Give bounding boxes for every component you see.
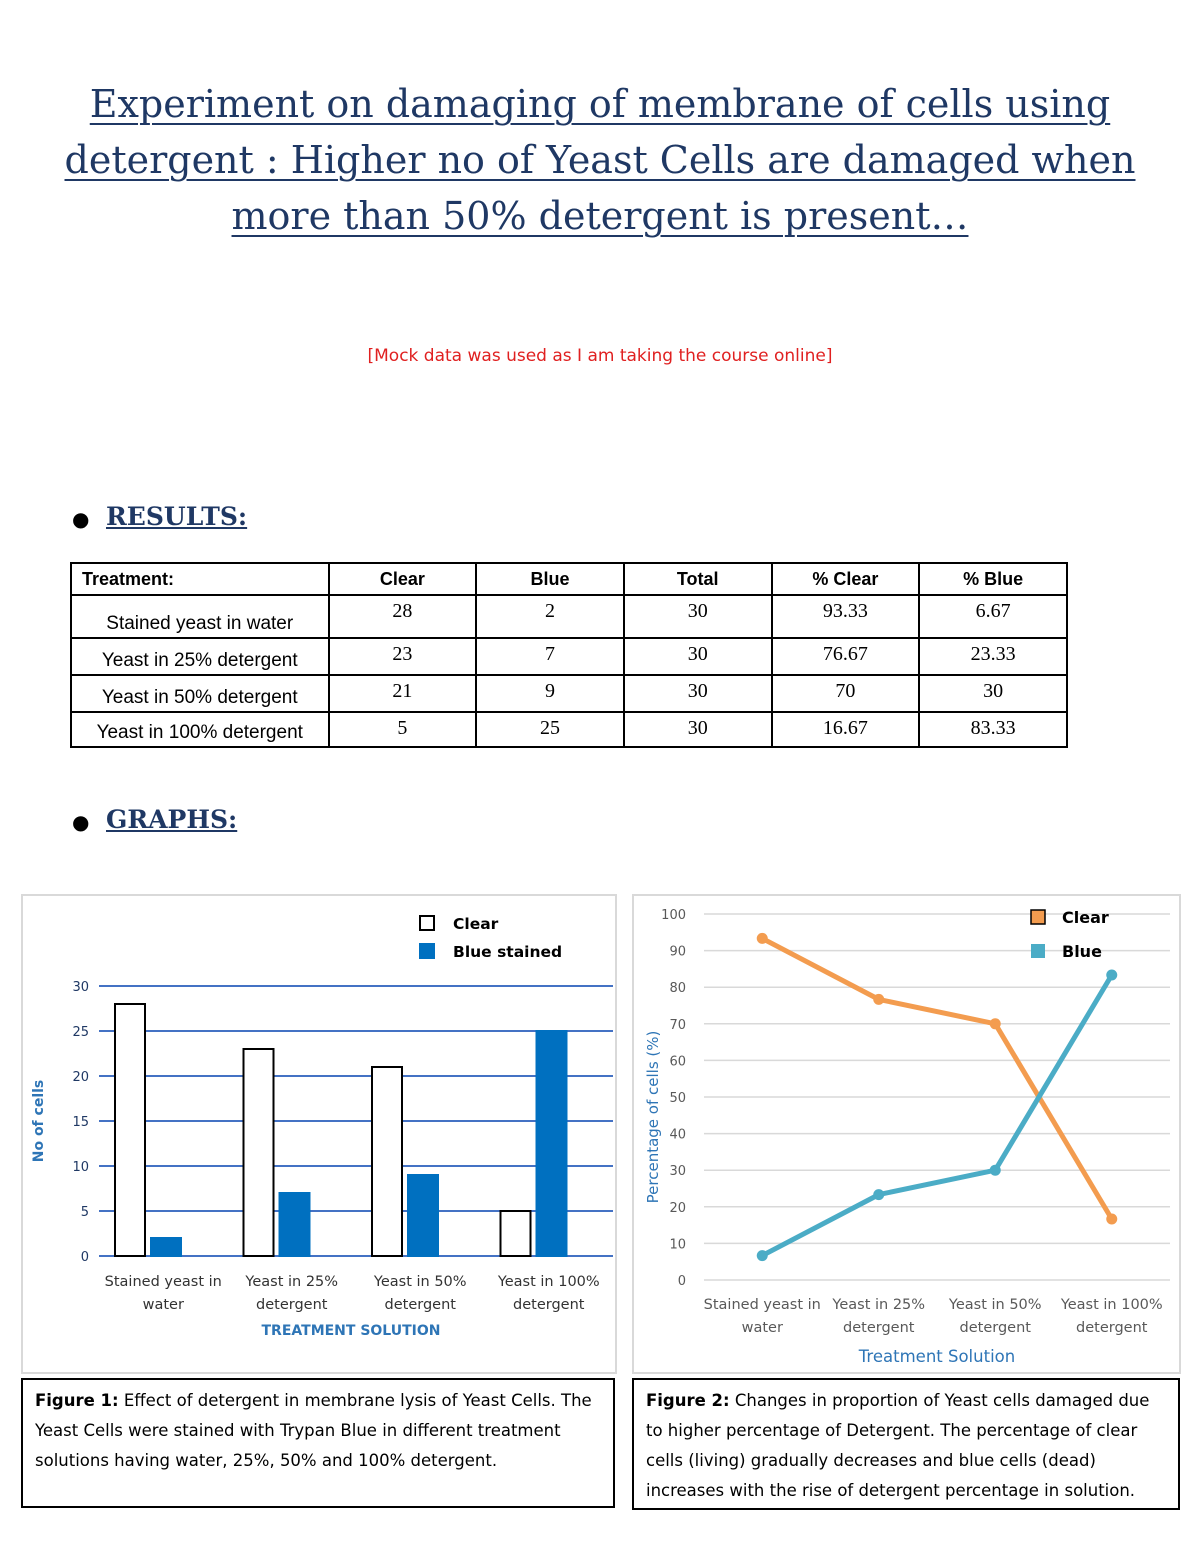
line-chart-container: [632, 894, 1181, 1374]
figure-2-caption: [632, 1378, 1180, 1510]
y-axis-title: No of cells: [31, 1079, 47, 1163]
bar-clear: [115, 1004, 145, 1256]
x-tick-label: detergent: [843, 1320, 915, 1336]
y-tick-label: 20: [72, 1070, 89, 1085]
figure-2-label: Figure 2:: [646, 1391, 730, 1410]
table-row: [71, 638, 1067, 675]
y-axis-title: Percentage of cells (%): [644, 1030, 662, 1204]
table-cell: 5: [329, 712, 477, 747]
table-cell: 76.67: [772, 638, 920, 675]
data-point-clear: [873, 994, 884, 1005]
y-tick-label: 100: [661, 908, 686, 923]
figure-1-text: Effect of detergent in membrane lysis of Yeast Cells. The Yeast Cells were stained with Trypan Blue in different treatment solutions having water, 25%, 50% and 100% detergent.: [35, 1391, 592, 1470]
data-point-clear: [757, 933, 768, 944]
table-cell: 83.33: [919, 712, 1067, 747]
table-cell: 30: [624, 595, 772, 638]
data-point-clear: [1106, 1213, 1117, 1224]
table-row: [71, 675, 1067, 712]
x-tick-label: Yeast in 25%: [832, 1297, 926, 1313]
x-tick-label: Stained yeast in: [703, 1297, 821, 1313]
bar-clear: [501, 1211, 531, 1256]
header-blue: Blue: [476, 563, 624, 595]
data-point-blue: [757, 1250, 768, 1261]
table-cell: 28: [329, 595, 477, 638]
table-cell: 70: [772, 675, 920, 712]
legend-swatch: [420, 916, 434, 930]
y-tick-label: 50: [669, 1091, 686, 1106]
table-cell: 30: [919, 675, 1067, 712]
graphs-heading: ● GRAPHS:: [72, 805, 238, 834]
table-row: [71, 595, 1067, 638]
results-table: [70, 562, 1068, 748]
x-axis-title: TREATMENT SOLUTION: [261, 1323, 441, 1339]
bar-blue-stained: [537, 1031, 567, 1256]
table-cell: 21: [329, 675, 477, 712]
x-tick-label: Stained yeast in: [104, 1274, 222, 1290]
y-tick-label: 30: [669, 1164, 686, 1180]
bar-chart: [23, 896, 615, 1372]
table-cell: Yeast in 50% detergent: [71, 675, 329, 712]
x-tick-label: detergent: [959, 1320, 1031, 1336]
bar-blue-stained: [408, 1175, 438, 1256]
y-tick-label: 25: [72, 1025, 89, 1040]
table-cell: 93.33: [772, 595, 920, 638]
header-treatment: Treatment:: [71, 563, 329, 595]
x-tick-label: Yeast in 25%: [245, 1274, 339, 1290]
x-tick-label: detergent: [256, 1297, 328, 1313]
data-point-blue: [873, 1189, 884, 1200]
bullet-icon: ●: [72, 506, 90, 531]
x-tick-label: detergent: [513, 1297, 585, 1313]
bar-blue-stained: [280, 1193, 310, 1256]
data-point-clear: [990, 1018, 1001, 1029]
data-point-blue: [1106, 970, 1117, 981]
table-cell: 6.67: [919, 595, 1067, 638]
legend-label: Clear: [453, 915, 499, 933]
x-axis-title: Treatment Solution: [858, 1347, 1016, 1366]
y-tick-label: 80: [669, 981, 686, 997]
y-tick-label: 60: [669, 1054, 686, 1070]
x-tick-label: Yeast in 100%: [1060, 1297, 1163, 1313]
legend-label: Clear: [1062, 908, 1109, 927]
y-tick-label: 0: [80, 1250, 89, 1265]
legend-swatch: [1031, 910, 1045, 924]
y-tick-label: 70: [669, 1017, 686, 1033]
legend-label: Blue stained: [453, 943, 563, 961]
table-cell: 23.33: [919, 638, 1067, 675]
y-tick-label: 90: [669, 944, 686, 960]
table-cell: 16.67: [772, 712, 920, 747]
table-cell: 2: [476, 595, 624, 638]
series-line-clear: [762, 938, 1112, 1219]
legend-swatch: [1031, 944, 1045, 958]
series-line-blue: [762, 975, 1112, 1256]
x-tick-label: water: [142, 1297, 184, 1313]
figure-1-label: Figure 1:: [35, 1391, 119, 1410]
figure-1-caption: [21, 1378, 615, 1508]
table-cell: 30: [624, 638, 772, 675]
y-tick-label: 5: [80, 1205, 89, 1220]
x-tick-label: detergent: [1076, 1320, 1148, 1336]
y-tick-label: 15: [72, 1115, 89, 1130]
header-clear: Clear: [329, 563, 477, 595]
table-header-row: [71, 563, 1067, 595]
x-tick-label: Yeast in 100%: [497, 1274, 600, 1290]
results-heading: ● RESULTS:: [72, 502, 248, 531]
header-pct-clear: % Clear: [772, 563, 920, 595]
bar-clear: [372, 1067, 402, 1256]
legend-swatch: [420, 944, 434, 958]
table-cell: 7: [476, 638, 624, 675]
line-chart: [634, 896, 1179, 1372]
x-tick-label: Yeast in 50%: [373, 1274, 467, 1290]
mock-data-note: [Mock data was used as I am taking the course online]: [367, 346, 833, 366]
table-cell: 30: [624, 675, 772, 712]
table-cell: 30: [624, 712, 772, 747]
table-cell: Yeast in 100% detergent: [71, 712, 329, 747]
x-tick-label: Yeast in 50%: [948, 1297, 1042, 1313]
y-tick-label: 20: [669, 1200, 686, 1216]
y-tick-label: 40: [669, 1127, 686, 1143]
x-tick-label: detergent: [384, 1297, 456, 1313]
table-cell: 23: [329, 638, 477, 675]
y-tick-label: 0: [677, 1274, 686, 1289]
header-total: Total: [624, 563, 772, 595]
table-cell: 9: [476, 675, 624, 712]
bullet-icon: ●: [72, 809, 90, 834]
table-cell: Yeast in 25% detergent: [71, 638, 329, 675]
bar-chart-container: [21, 894, 617, 1374]
x-tick-label: water: [741, 1320, 783, 1336]
data-point-blue: [990, 1165, 1001, 1176]
table-row: [71, 712, 1067, 747]
y-tick-label: 10: [669, 1237, 686, 1253]
page-title: Experiment on damaging of membrane of cells using detergent : Higher no of Yeast Cells are damaged when more than 50% detergent is present…: [64, 82, 1136, 238]
table-cell: Stained yeast in water: [71, 595, 329, 638]
y-tick-label: 30: [72, 980, 89, 995]
legend-label: Blue: [1062, 942, 1102, 961]
table-cell: 25: [476, 712, 624, 747]
bar-blue-stained: [151, 1238, 181, 1256]
header-pct-blue: % Blue: [919, 563, 1067, 595]
y-tick-label: 10: [72, 1160, 89, 1175]
figure-2-text: Changes in proportion of Yeast cells damaged due to higher percentage of Detergent. The percentage of clear cells (living) gradually decreases and blue cells (dead) increases with the rise of detergent percentage in solution.: [646, 1391, 1150, 1500]
bar-clear: [244, 1049, 274, 1256]
